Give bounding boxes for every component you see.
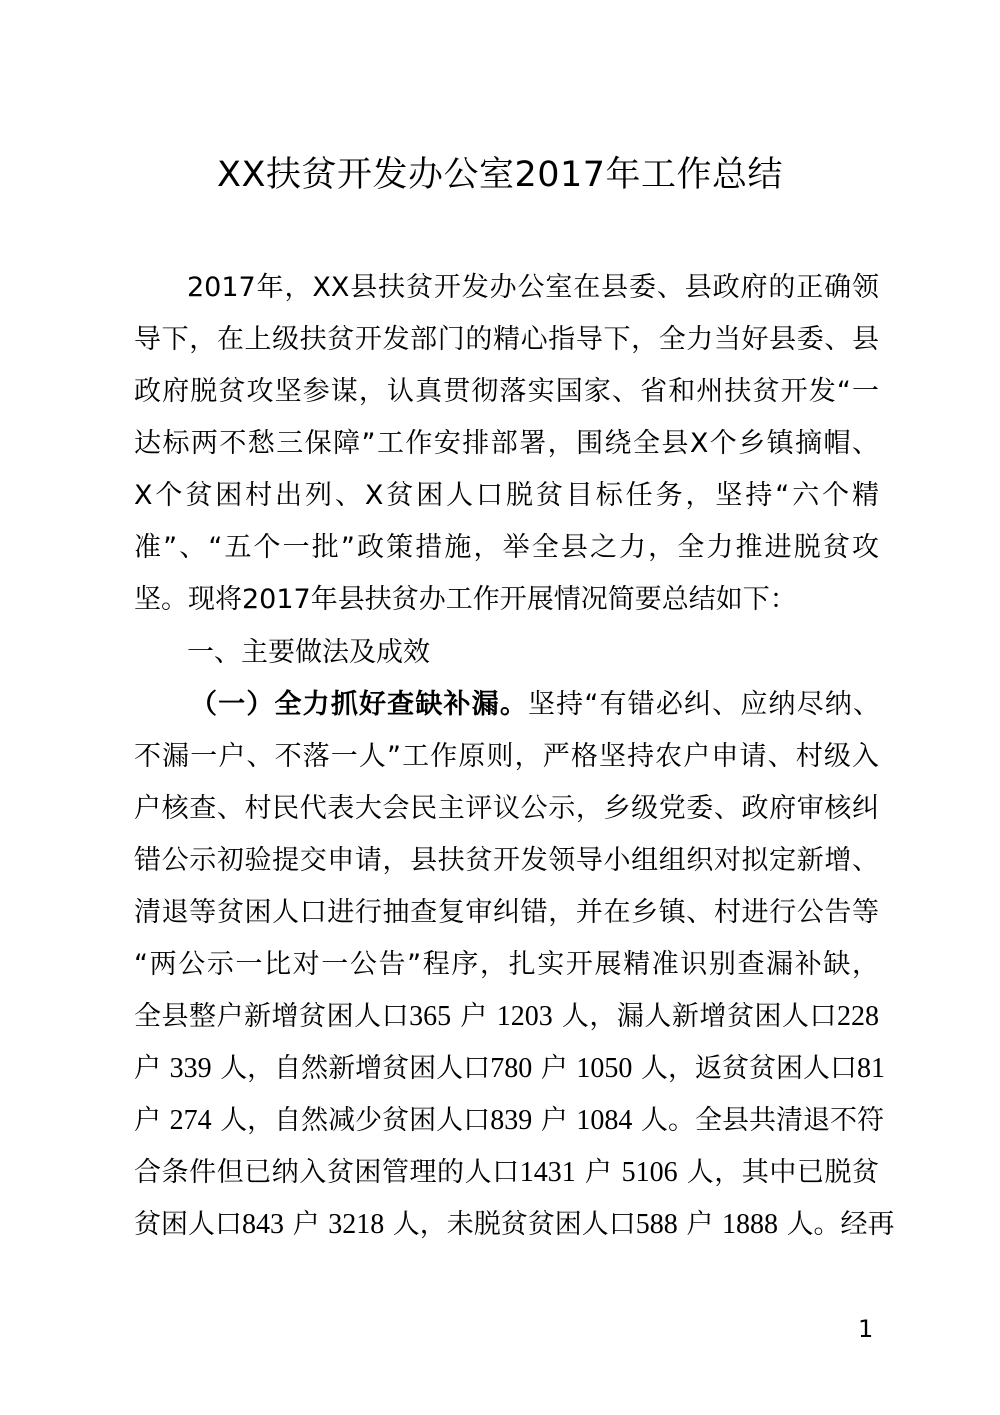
text-segment: 贫困人口 [134,1209,242,1240]
text-segment: 人，自然减少贫困人口 [220,1105,491,1136]
text-segment: 户 [686,1209,714,1240]
number: 3218 [328,1209,385,1240]
paragraph-line [134,1205,895,1245]
text-segment: 户 [292,1209,320,1240]
paragraph-line: 2017年，XX县扶贫开发办公室在县委、县政府的正确领 [187,272,879,303]
paragraph-line [134,997,879,1037]
text-segment: 户 [460,1001,488,1032]
text-segment: 户 [134,1105,161,1136]
subsection-heading: （一）全力抓好查缺补漏。 [190,689,528,720]
text-segment: 人，返贫贫困人口 [640,1053,857,1084]
number: 365 [409,1001,452,1032]
number: 839 [490,1105,533,1136]
number: 81 [856,1053,885,1084]
paragraph-line [134,1153,879,1193]
text-segment: 合条件但已纳入贫困管理的人口 [134,1157,520,1188]
number: 1431 [519,1157,576,1188]
text-segment: 全县整户新增贫困人口 [134,1001,410,1032]
paragraph-line [134,1049,885,1089]
paragraph-line: 导下，在上级扶贫开发部门的精心指导下，全力当好县委、县 [134,324,879,355]
paragraph-line: 错公示初验提交申请，县扶贫开发领导小组组织对拟定新增、 [134,845,879,876]
number: 274 [169,1105,212,1136]
paragraph-line: “两公示一比对一公告”程序，扎实开展精准识别查漏补缺， [134,949,879,980]
number: 1888 [721,1209,778,1240]
text-segment: 户 [584,1157,613,1188]
paragraph-line: 清退等贫困人口进行抽查复审纠错，并在乡镇、村进行公告等 [134,897,879,928]
number: 1203 [496,1001,553,1032]
number: 1050 [576,1053,633,1084]
text-segment: 人。全县共清退不符 [640,1105,884,1136]
document-title: XX扶贫开发办公室2017年工作总结 [216,155,784,195]
text-segment: 户 [540,1105,568,1136]
text-segment: 人，其中已脱贫 [686,1157,880,1188]
paragraph-line: 准”、“五个一批”政策措施，举全县之力，全力推进脱贫攻 [134,532,879,563]
paragraph-line: 户核查、村民代表大会民主评议公示，乡级党委、政府审核纠 [134,793,879,824]
number: 5106 [621,1157,678,1188]
text-segment: 人，自然新增贫困人口 [220,1053,491,1084]
number: 588 [635,1209,678,1240]
paragraph-line [134,1101,884,1141]
subsection-text: 坚持“有错必纠、应纳尽纳、 [528,689,880,720]
page-number: 1 [858,1315,874,1343]
paragraph-line: 政府脱贫攻坚参谋，认真贯彻落实国家、省和州扶贫开发“一 [134,376,879,407]
number: 843 [242,1209,284,1240]
paragraph-line: X个贫困村出列、X贫困人口脱贫目标任务，坚持“六个精 [134,480,879,511]
number: 339 [169,1053,212,1084]
text-segment: 人，漏人新增贫困人口 [561,1001,837,1032]
text-segment: 人，未脱贫贫困人口 [392,1209,636,1240]
text-segment: 户 [134,1053,161,1084]
paragraph-line: 坚。现将2017年县扶贫办工作开展情况简要总结如下： [134,584,797,615]
section-heading: 一、主要做法及成效 [187,637,430,668]
text-segment: 人。经再 [786,1209,895,1240]
paragraph-line: 达标两不愁三保障”工作安排部署，围绕全县X个乡镇摘帽、 [134,428,879,459]
paragraph-line [190,685,880,725]
text-segment: 户 [540,1053,568,1084]
number: 1084 [576,1105,633,1136]
number: 228 [836,1001,879,1032]
number: 780 [490,1053,533,1084]
paragraph-line: 不漏一户、不落一人”工作原则，严格坚持农户申请、村级入 [134,741,879,772]
